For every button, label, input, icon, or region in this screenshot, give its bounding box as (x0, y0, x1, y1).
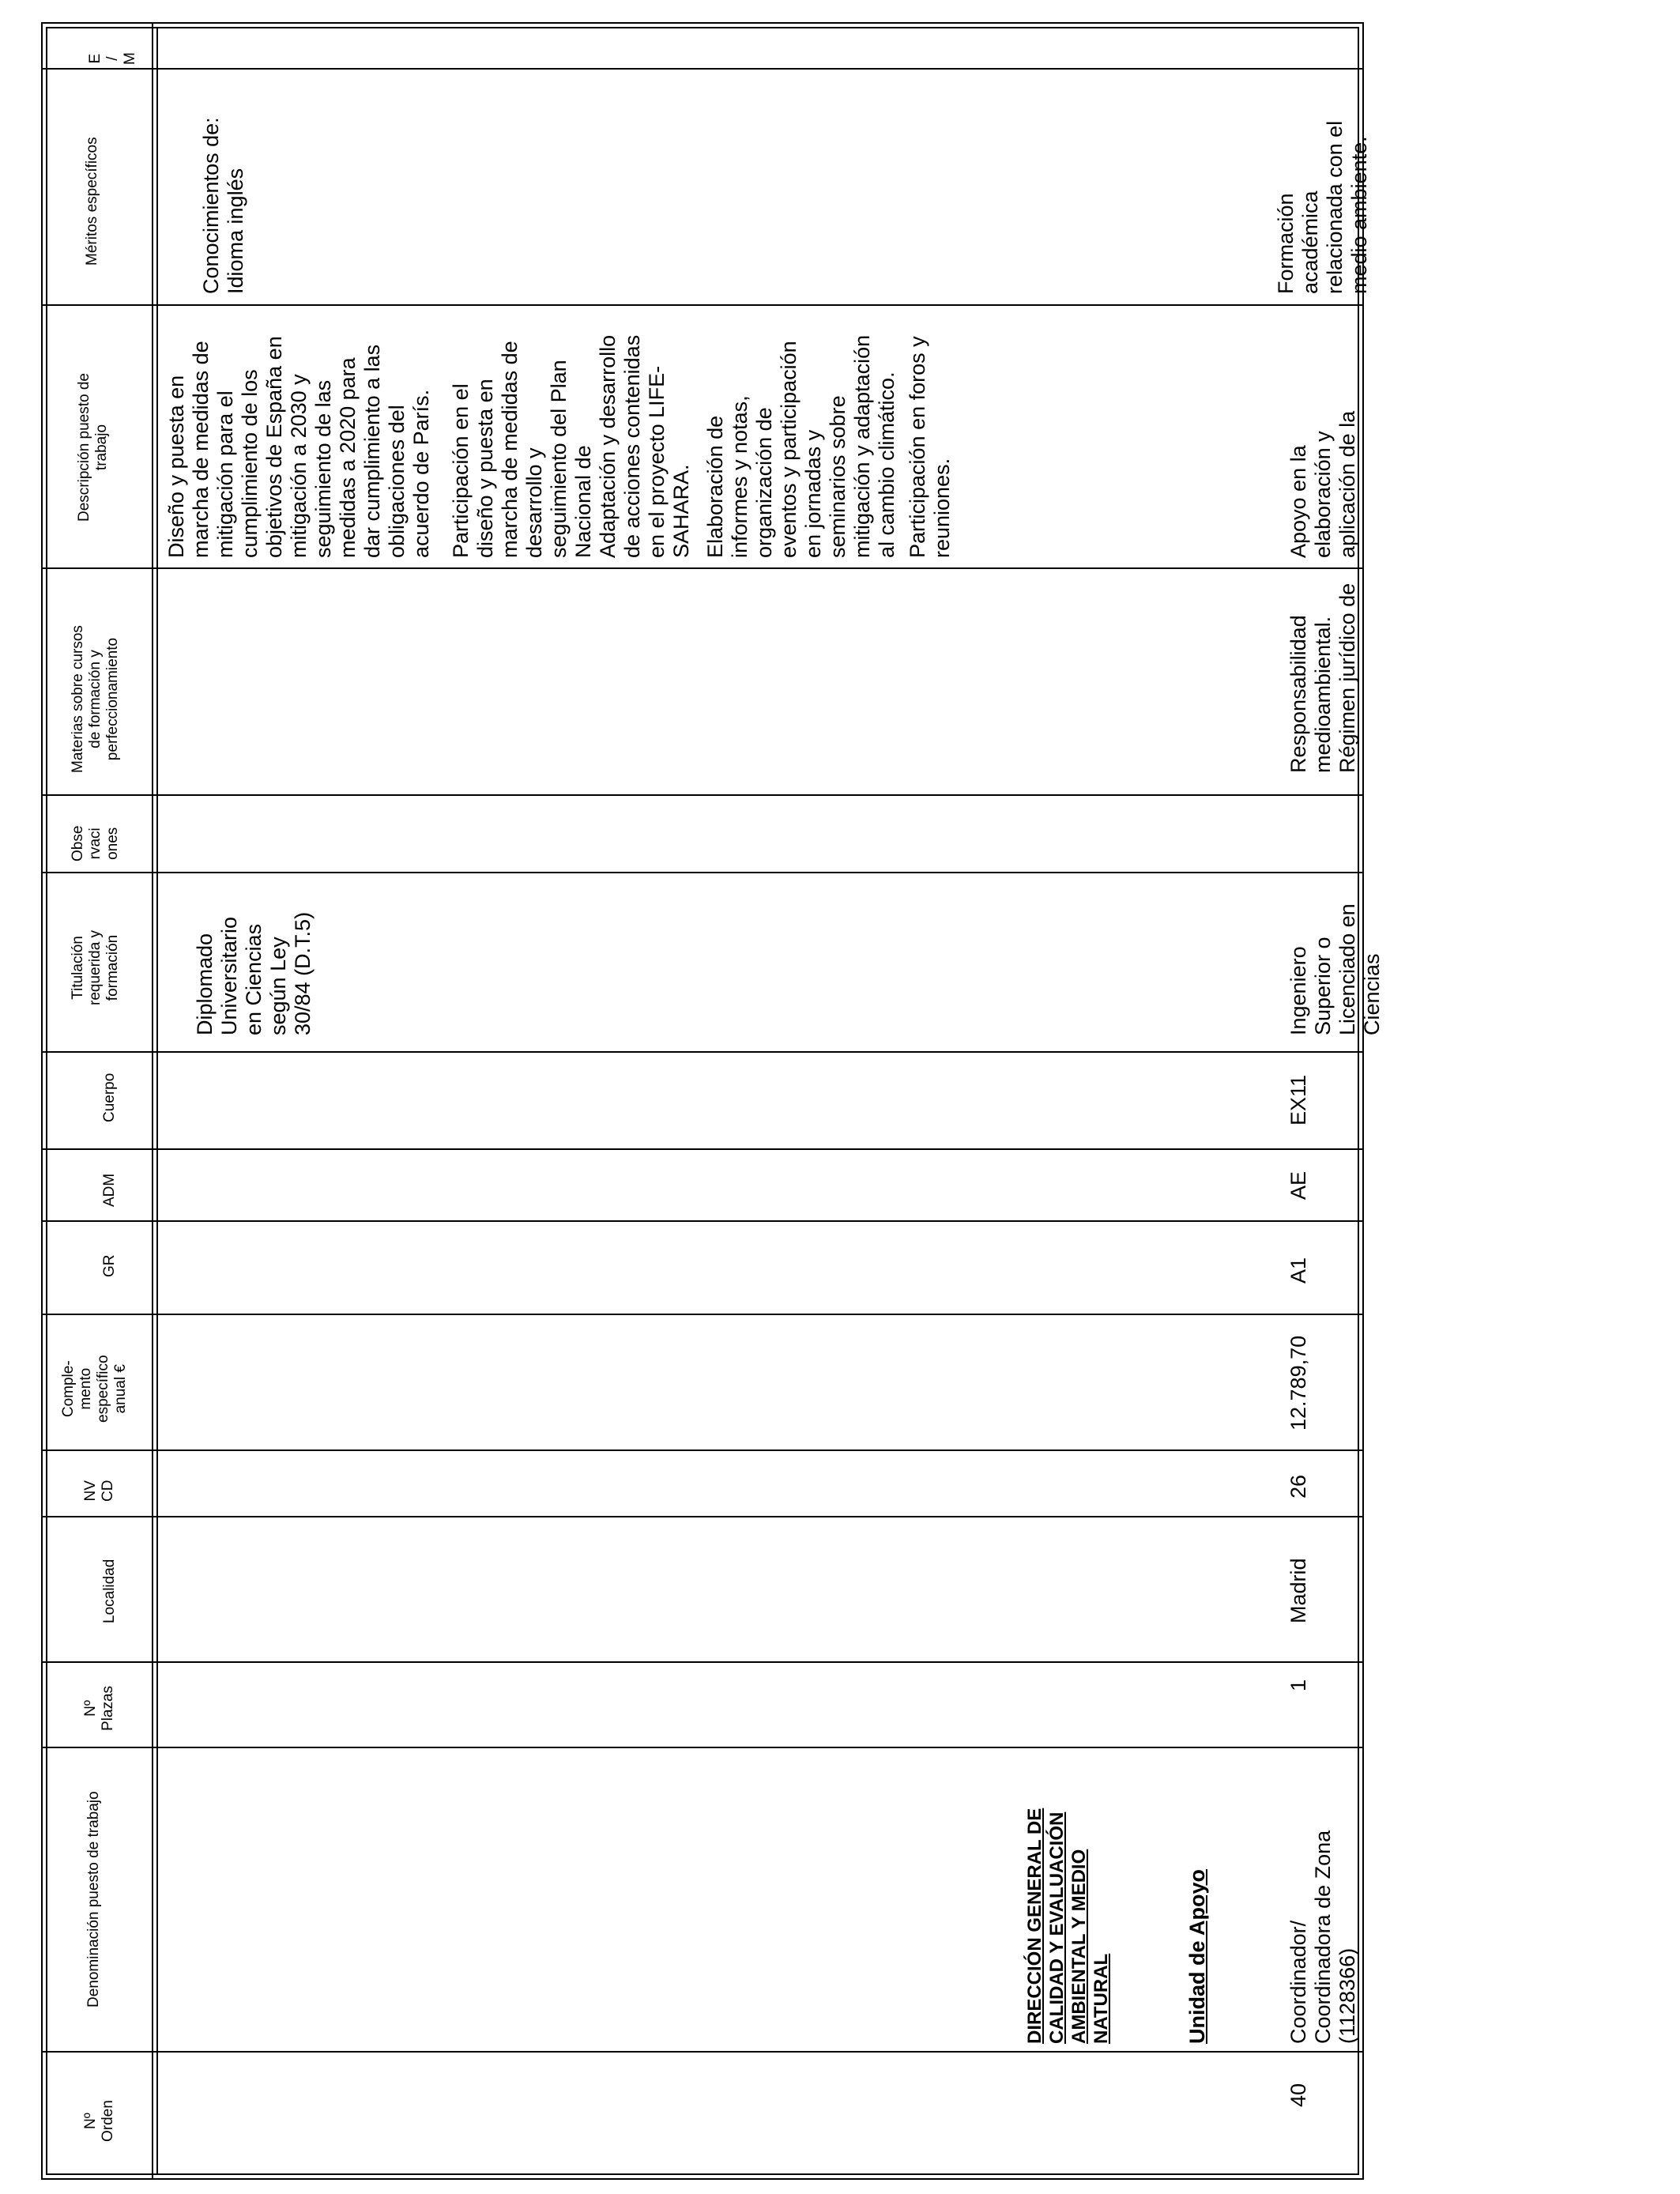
col-divider (41, 304, 1364, 306)
header-meritos: Méritos específicos (84, 137, 100, 266)
header-adm: ADM (101, 1173, 118, 1207)
row2-titulacion: Ingeniero Superior o Licenciado en Ciencias (1286, 903, 1384, 1035)
header-localidad: Localidad (101, 1559, 118, 1623)
header-plazas: Nº Plazas (82, 1685, 116, 1731)
col-divider (41, 1314, 1364, 1315)
section-direccion: DIRECCIÓN GENERAL DE CALIDAD Y EVALUACIÓN AMBIENTAL Y MEDIO NATURAL (1024, 1808, 1112, 2044)
row2-materias: Responsabilidad medioambiental. Régimen jurídico de (1286, 582, 1359, 773)
row2-orden: 40 (1286, 2083, 1310, 2107)
row2-localidad: Madrid (1286, 1558, 1310, 1623)
header-titulacion: Titulación requerida y formación (70, 929, 121, 1005)
header-descripcion: Descripción puesto de trabajo (76, 373, 110, 522)
col-divider (41, 68, 1364, 70)
header-em: E / M (87, 52, 138, 65)
col-divider (41, 1449, 1364, 1451)
col-divider (41, 1661, 1364, 1663)
header-separator (152, 22, 153, 2180)
header-grupo: GR (101, 1254, 118, 1277)
row1-titulacion: Diplomado Universitario en Ciencias según Ley 30/84 (D.T.5) (193, 911, 315, 1035)
row2-complemento: 12.789,70 (1286, 1335, 1310, 1431)
col-divider (41, 1148, 1364, 1150)
col-divider (41, 872, 1364, 873)
header-observaciones: Obse rvaci ones (70, 825, 121, 861)
header-denominacion: Denominación puesto de trabajo (85, 1791, 102, 2007)
col-divider (41, 1220, 1364, 1222)
header-materias: Materias sobre cursos de formación y perfeccionamiento (70, 625, 121, 773)
row1-descripcion-3: Elaboración de informes y notas, organización de eventos y participación en jornadas y seminarios sobre mitigación y adaptación al cambio climático. (703, 334, 898, 558)
row1-descripcion-4: Participación en foros y reuniones. (906, 336, 954, 558)
col-divider (41, 567, 1364, 569)
col-divider (41, 1747, 1364, 1748)
header-separator-2 (156, 27, 158, 2175)
col-divider (41, 2051, 1364, 2053)
row2-descripcion: Apoyo en la elaboración y aplicación de la (1286, 410, 1359, 558)
col-divider (41, 1516, 1364, 1517)
row2-grupo: A1 (1286, 1257, 1310, 1284)
row2-meritos: Formación académica relacionada con el medio ambiente. (1274, 120, 1371, 294)
row2-denominacion: Coordinador/ Coordinadora de Zona (1128366) (1286, 1830, 1359, 2044)
row2-adm: AE (1286, 1171, 1310, 1200)
row2-cuerpo: EX11 (1286, 1074, 1310, 1125)
row1-descripcion-2: Participación en el diseño y puesta en marcha de medidas de desarrollo y seguimiento del Plan Nacional de Adaptación y desarrollo de acciones contenidas en el proyecto LIFE- SAHARA. (449, 334, 693, 558)
row1-descripcion-1: Diseño y puesta en marcha de medidas de mitigación para el cumplimiento de los objetivos de España en mitigación a 2030 y seguimiento de las medidas a 2020 para dar cumplimiento a las obligaciones del acuerdo de París. (164, 336, 433, 558)
row1-meritos: Conocimientos de: Idioma inglés (199, 117, 247, 294)
header-nivel: NV CD (82, 1480, 116, 1502)
row2-nivel: 26 (1286, 1474, 1310, 1498)
row2-plazas: 1 (1286, 1679, 1310, 1691)
header-cuerpo: Cuerpo (101, 1072, 118, 1122)
section-unidad: Unidad de Apoyo (1185, 1869, 1209, 2044)
header-complemento: Comple- mento específico anual € (60, 1355, 129, 1423)
header-orden: Nº Orden (82, 2100, 116, 2142)
col-divider (41, 1051, 1364, 1053)
col-divider (41, 794, 1364, 796)
